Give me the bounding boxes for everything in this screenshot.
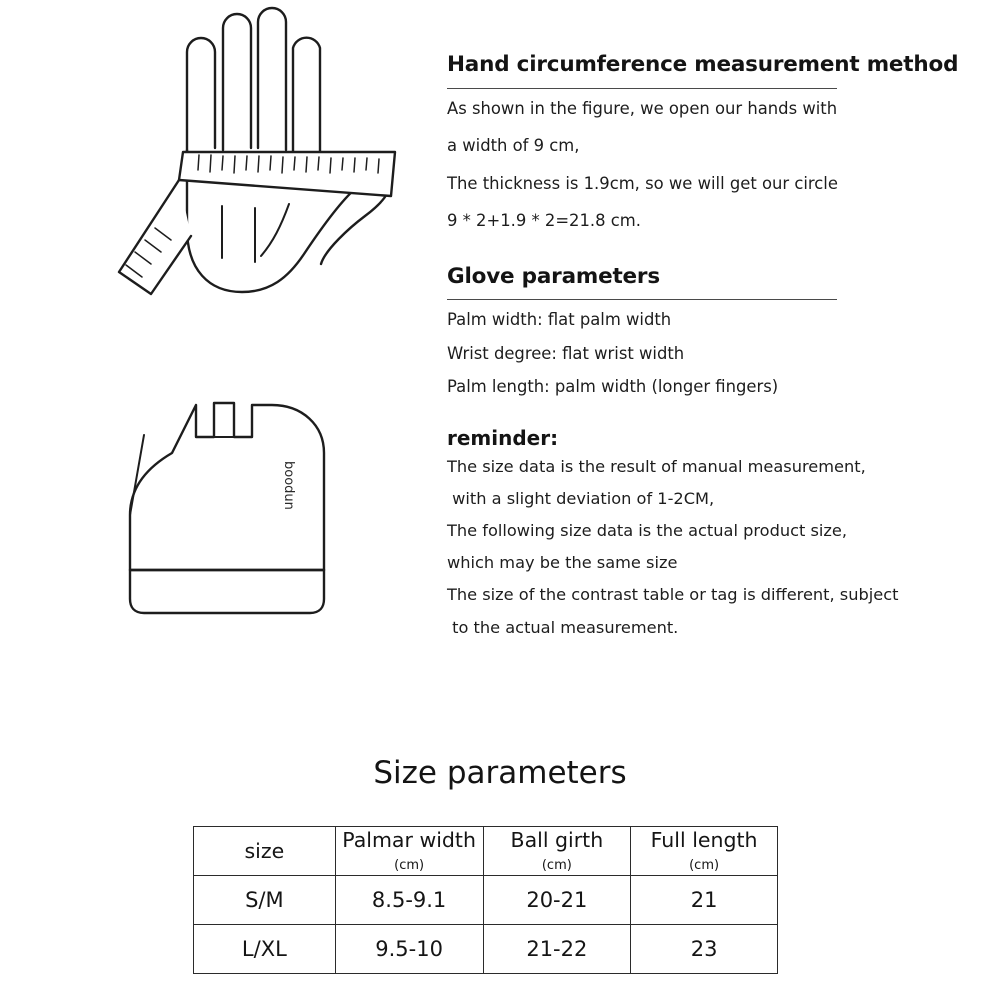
reminder-line-1: The size data is the result of manual measurement,	[447, 456, 866, 476]
open-hand-with-measuring-tape-illustration	[95, 0, 415, 310]
header-unit-full-length: (cm)	[689, 858, 720, 873]
hand-measurement-line-2: a width of 9 cm,	[447, 136, 580, 156]
header-unit-palmar-width: (cm)	[394, 858, 425, 873]
text-content-column	[447, 52, 977, 652]
header-cell-palmar-width	[335, 827, 483, 876]
hand-measurement-line-4: 9 * 2+1.9 * 2=21.8 cm.	[447, 211, 641, 231]
header-label-full-length: Full length	[650, 828, 758, 853]
header-label-palmar-width: Palmar width	[342, 828, 476, 853]
cell-size-sm: S/M	[194, 876, 336, 925]
size-parameters-table	[193, 826, 778, 974]
header-label-ball-girth: Ball girth	[510, 828, 604, 853]
glove-parameters-section	[447, 264, 977, 396]
header-cell-size: size	[194, 827, 336, 876]
glove-parameters-line-2: Wrist degree: flat wrist width	[447, 343, 685, 363]
reminder-line-3: The following size data is the actual product size,	[447, 521, 848, 540]
cell-palmar-width-sm: 8.5-9.1	[335, 876, 483, 925]
header-unit-ball-girth: (cm)	[541, 858, 572, 873]
glove-parameters-title: Glove parameters	[447, 263, 660, 289]
table-header-row	[194, 827, 778, 876]
cell-ball-girth-lxl: 21-22	[483, 925, 631, 974]
reminder-title: reminder:	[447, 425, 559, 450]
glove-parameters-line-3: Palm length: palm width (longer fingers)	[447, 377, 779, 397]
table-row	[194, 876, 778, 925]
header-cell-full-length	[631, 827, 778, 876]
hand-measurement-line-1: As shown in the figure, we open our hands with	[447, 98, 838, 118]
cell-ball-girth-sm: 20-21	[483, 876, 631, 925]
reminder-line-5: The size of the contrast table or tag is different, subject	[447, 585, 899, 605]
cell-full-length-sm: 21	[631, 876, 778, 925]
reminder-line-4: which may be the same size	[447, 553, 678, 573]
table-row	[194, 925, 778, 974]
fingerless-glove-illustration	[100, 375, 390, 665]
reminder-line-6: to the actual measurement.	[447, 617, 679, 637]
cell-full-length-lxl: 23	[631, 925, 778, 974]
hand-measurement-line-3: The thickness is 1.9cm, so we will get our circle	[447, 173, 838, 193]
glove-brand-text: boodun	[281, 461, 296, 510]
title-divider-1	[447, 88, 837, 89]
size-parameters-heading: Size parameters	[373, 755, 627, 791]
cell-size-lxl: L/XL	[194, 925, 336, 974]
hand-measurement-title: Hand circumference measurement method	[447, 52, 959, 77]
header-cell-ball-girth	[483, 827, 631, 876]
reminder-section	[447, 426, 977, 636]
cell-palmar-width-lxl: 9.5-10	[335, 925, 483, 974]
title-divider-2	[447, 299, 837, 300]
reminder-line-2: with a slight deviation of 1-2CM,	[447, 488, 715, 508]
glove-parameters-line-1: Palm width: flat palm width	[447, 310, 672, 330]
